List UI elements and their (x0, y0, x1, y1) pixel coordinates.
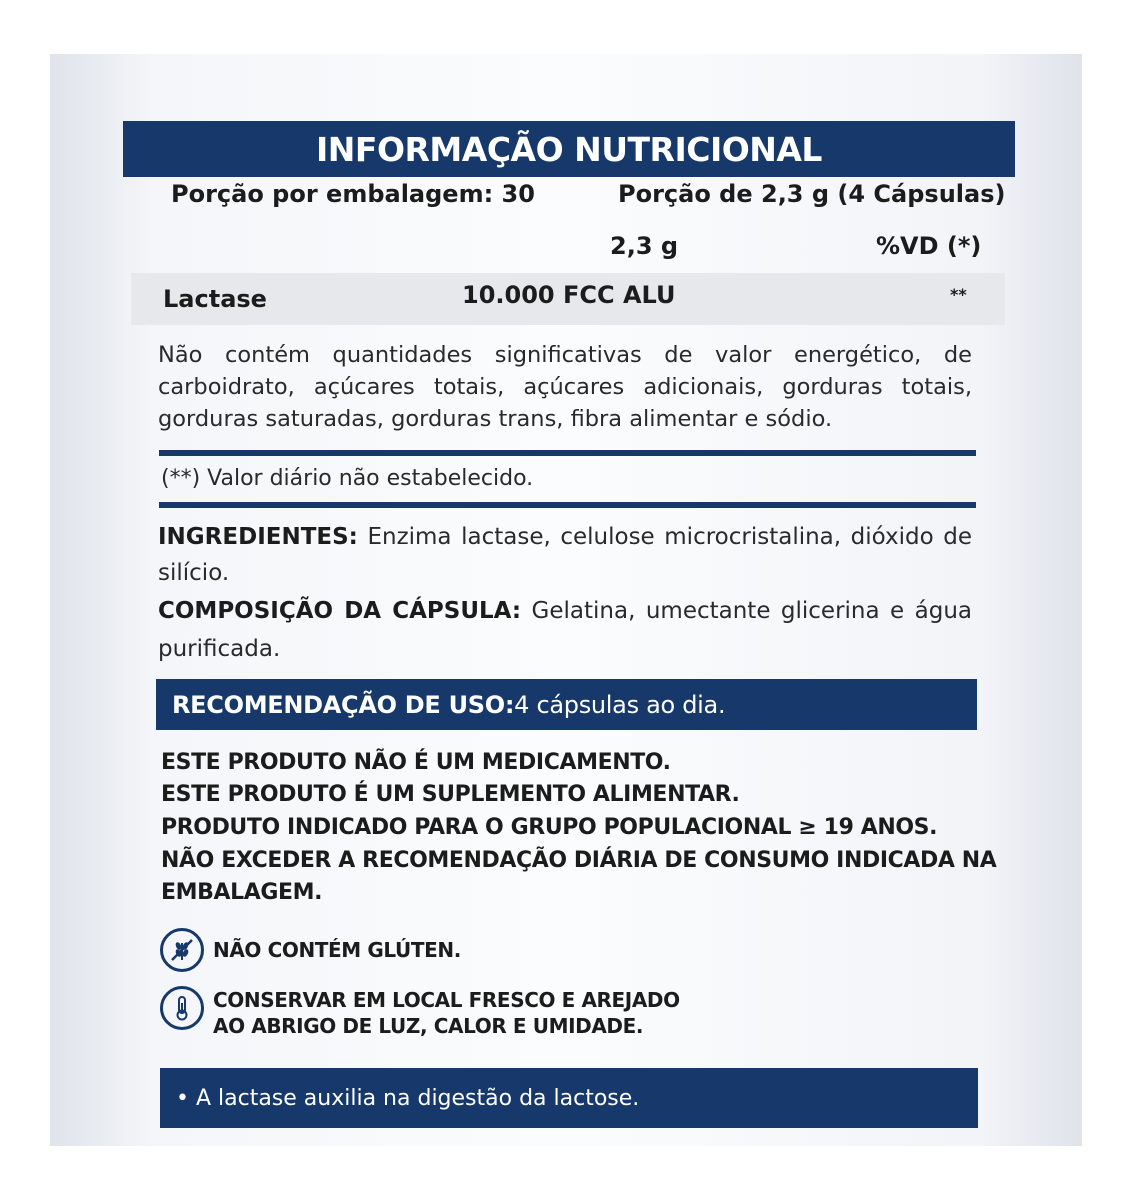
ingredients (158, 519, 972, 591)
warning-line: NÃO EXCEDER A RECOMENDAÇÃO DIÁRIA DE CONSUMO INDICADA NA (161, 848, 997, 873)
thermometer-icon (160, 986, 204, 1030)
claim-text: • A lactase auxilia na digestão da lactose. (176, 1085, 640, 1111)
column-amount: 2,3 g (610, 232, 679, 260)
capsule-text: Gelatina, umectante glicerina e água purificada. (158, 598, 972, 662)
ingredients-label: INGREDIENTES: (158, 524, 358, 550)
no-gluten-wheat-icon (160, 928, 204, 972)
recommendation-bar (156, 679, 977, 730)
claim-bar (160, 1068, 978, 1128)
recommendation-label: RECOMENDAÇÃO DE USO: (172, 690, 515, 719)
recommendation-text: 4 cápsulas ao dia. (514, 690, 726, 719)
serving-portion: Porção de 2,3 g (4 Cápsulas) (618, 180, 1006, 208)
warning-line: ESTE PRODUTO NÃO É UM MEDICAMENTO. (161, 750, 671, 775)
warning-line: EMBALAGEM. (161, 880, 323, 905)
nutrition-title: INFORMAÇÃO NUTRICIONAL (123, 121, 1015, 177)
footnote: (**) Valor diário não estabelecido. (161, 466, 534, 491)
serving-per-package: Porção por embalagem: 30 (171, 180, 535, 208)
warning-line: ESTE PRODUTO É UM SUPLEMENTO ALIMENTAR. (161, 782, 740, 807)
not-contains-note: Não contém quantidades significativas de valor energético, de carboidrato, açúcares totais, açúcares adicionais, gorduras totais, gorduras saturadas, gorduras trans, fibra alimentar e sódio. (158, 342, 972, 432)
capsule-label: COMPOSIÇÃO DA CÁPSULA: (158, 598, 522, 624)
nutrient-amount: 10.000 FCC ALU (462, 281, 676, 309)
divider (159, 502, 976, 508)
nutrient-vd: ** (950, 285, 967, 304)
storage-text-line2: AO ABRIGO DE LUZ, CALOR E UMIDADE. (213, 1014, 644, 1038)
nutrient-name: Lactase (163, 285, 267, 313)
divider (159, 450, 976, 456)
warning-line: PRODUTO INDICADO PARA O GRUPO POPULACIONAL ≥ 19 ANOS. (161, 815, 938, 840)
ingredients-text: Enzima lactase, celulose microcristalina, dióxido de silício. (158, 524, 972, 586)
gluten-free-text: NÃO CONTÉM GLÚTEN. (213, 938, 461, 962)
storage-text-line1: CONSERVAR EM LOCAL FRESCO E AREJADO (213, 988, 680, 1012)
capsule-composition (158, 592, 972, 668)
column-vd: %VD (*) (876, 232, 982, 260)
